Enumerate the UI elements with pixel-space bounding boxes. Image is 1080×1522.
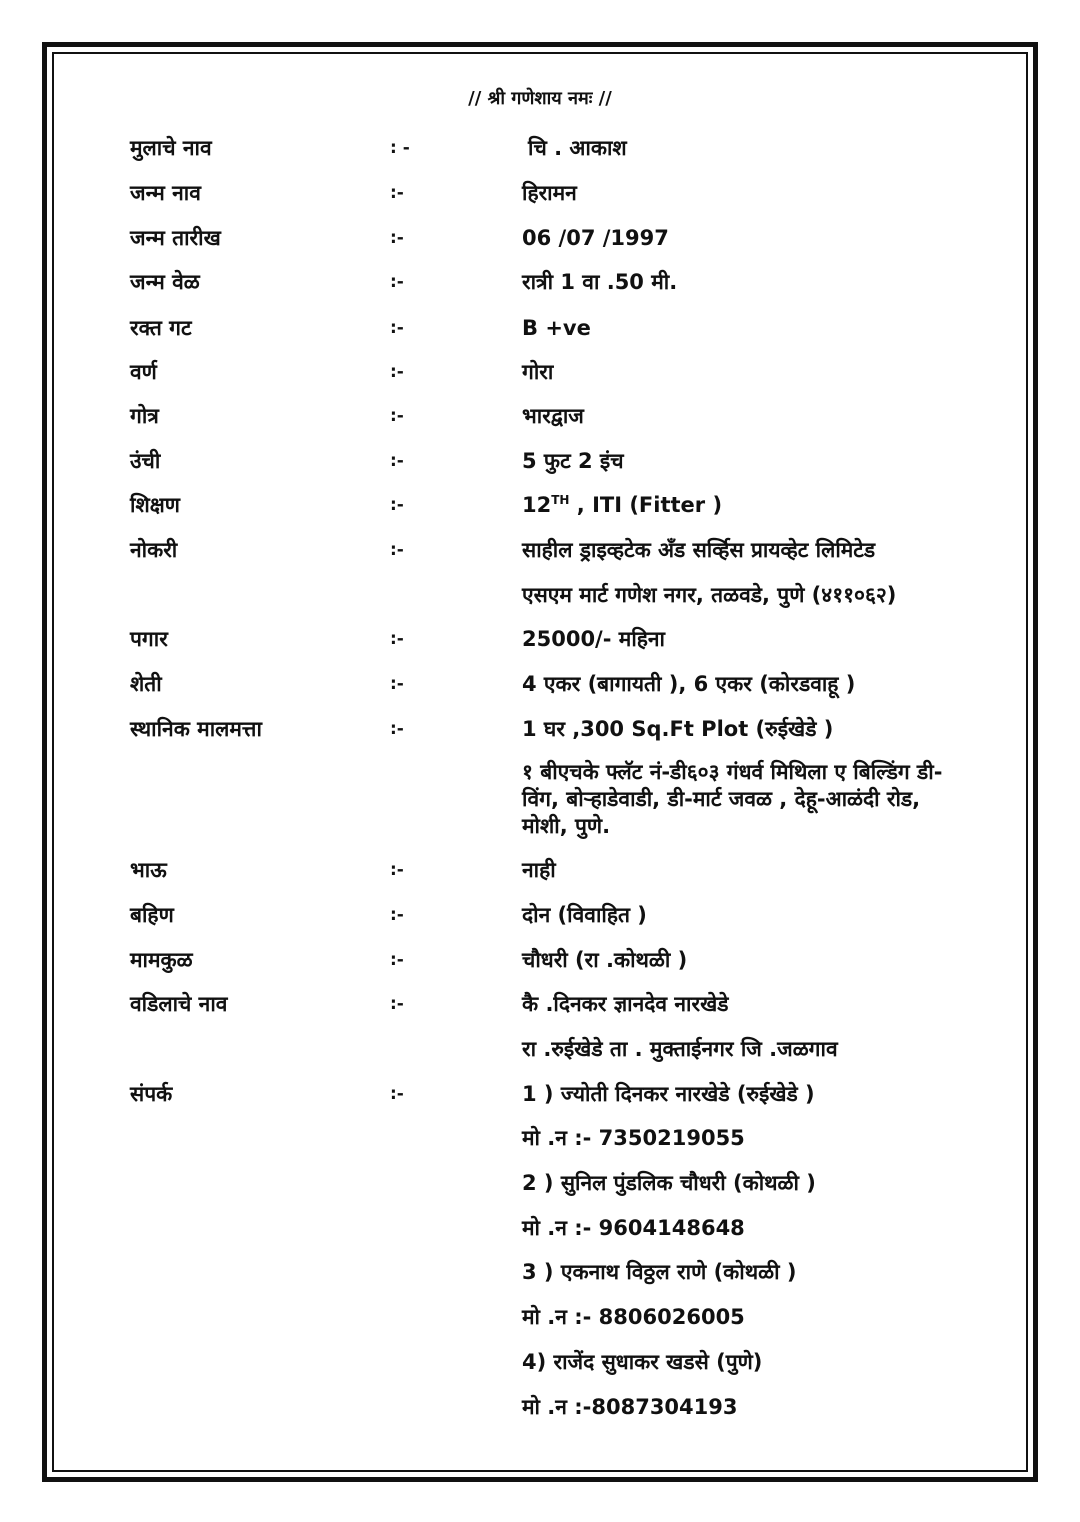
field-value: 2 ) सुनिल पुंडलिक चौधरी (कोथळी ) xyxy=(522,1171,816,1195)
field-separator: :- xyxy=(390,860,404,880)
field-value: 1 घर ,300 Sq.Ft Plot (रुईखेडे ) xyxy=(522,717,834,741)
field-label: संपर्क xyxy=(130,1082,173,1106)
field-value: हिरामन xyxy=(522,181,577,205)
field-value: मो .न :-8087304193 xyxy=(522,1395,738,1419)
field-value: चौधरी (रा .कोथळी ) xyxy=(522,948,688,972)
field-label: रक्त गट xyxy=(130,316,192,340)
education-grade: 12 xyxy=(522,493,552,517)
field-value: गोरा xyxy=(522,360,554,384)
field-separator: :- xyxy=(390,451,404,471)
field-label: मुलाचे नाव xyxy=(130,136,212,160)
field-value: 3 ) एकनाथ विठ्ठल राणे (कोथळी ) xyxy=(522,1260,797,1284)
field-label: पगार xyxy=(130,627,168,651)
field-label: शिक्षण xyxy=(130,493,180,517)
field-value: कै .दिनकर ज्ञानदेव नारखेडे xyxy=(522,992,729,1016)
field-value: 4) राजेंद सुधाकर खडसे (पुणे) xyxy=(522,1350,763,1374)
invocation-heading: // श्री गणेशाय नमः // xyxy=(468,88,612,109)
field-separator: :- xyxy=(390,905,404,925)
field-value: B +ve xyxy=(522,316,591,340)
field-value: साहील ड्राइव्हटेक अँड सर्व्हिस प्रायव्हेट लिमिटेड xyxy=(522,538,876,562)
field-value: चि . आकाश xyxy=(528,136,627,160)
field-label: नोकरी xyxy=(130,538,178,562)
field-value: 5 फुट 2 इंच xyxy=(522,449,624,473)
field-value: नाही xyxy=(522,858,556,882)
field-label: उंची xyxy=(130,449,161,473)
field-value: रा .रुईखेडे ता . मुक्ताईनगर जि .जळगाव xyxy=(522,1037,838,1061)
field-label: जन्म तारीख xyxy=(130,226,221,250)
field-value: १ बीएचके फ्लॅट नं-डी६०३ गंधर्व मिथिला ए बिल्डिंग डी-विंग, बोऱ्हाडेवाडी, डी-मार्ट जवळ , देहू-आळंदी रोड, मोशी, पुणे. xyxy=(522,760,943,838)
field-separator: :- xyxy=(390,674,404,694)
field-value: मो .न :- 7350219055 xyxy=(522,1126,745,1150)
field-separator: :- xyxy=(390,228,404,248)
field-label: जन्म नाव xyxy=(130,181,201,205)
field-label: शेती xyxy=(130,672,162,696)
field-value: रात्री 1 वा .50 मी. xyxy=(522,270,678,294)
field-label: वडिलाचे नाव xyxy=(130,992,228,1016)
field-label: गोत्र xyxy=(130,404,159,428)
education-detail: , ITI (Fitter ) xyxy=(569,493,723,517)
field-separator: :- xyxy=(390,719,404,739)
field-label: मामकुळ xyxy=(130,948,193,972)
field-separator: :- xyxy=(390,183,404,203)
field-separator: :- xyxy=(390,272,404,292)
field-separator: :- xyxy=(390,318,404,338)
field-value: 06 /07 /1997 xyxy=(522,226,669,250)
field-value: 1 ) ज्योती दिनकर नारखेडे (रुईखेडे ) xyxy=(522,1082,815,1106)
field-value xyxy=(522,491,962,519)
field-separator: :- xyxy=(390,362,404,382)
field-separator: :- xyxy=(390,540,404,560)
field-separator: :- xyxy=(390,629,404,649)
education-grade-suffix: TH xyxy=(551,493,570,507)
field-value: मो .न :- 9604148648 xyxy=(522,1216,745,1240)
field-label: स्थानिक मालमत्ता xyxy=(130,717,262,741)
field-value: मो .न :- 8806026005 xyxy=(522,1305,745,1329)
field-label: वर्ण xyxy=(130,360,157,384)
field-separator: : - xyxy=(390,138,410,158)
field-label: बहिण xyxy=(130,903,174,927)
field-value: 4 एकर (बागायती ), 6 एकर (कोरडवाहू ) xyxy=(522,672,856,696)
field-value: भारद्वाज xyxy=(522,404,584,428)
field-separator: :- xyxy=(390,495,404,515)
field-value: 25000/- महिना xyxy=(522,627,665,651)
field-value: एसएम मार्ट गणेश नगर, तळवडे, पुणे (४११०६२) xyxy=(522,583,897,607)
field-label: जन्म वेळ xyxy=(130,270,200,294)
field-separator: :- xyxy=(390,1084,404,1104)
field-label: भाऊ xyxy=(130,858,167,882)
field-separator: :- xyxy=(390,950,404,970)
field-separator: :- xyxy=(390,406,404,426)
field-separator: :- xyxy=(390,994,404,1014)
field-value: दोन (विवाहित ) xyxy=(522,903,647,927)
